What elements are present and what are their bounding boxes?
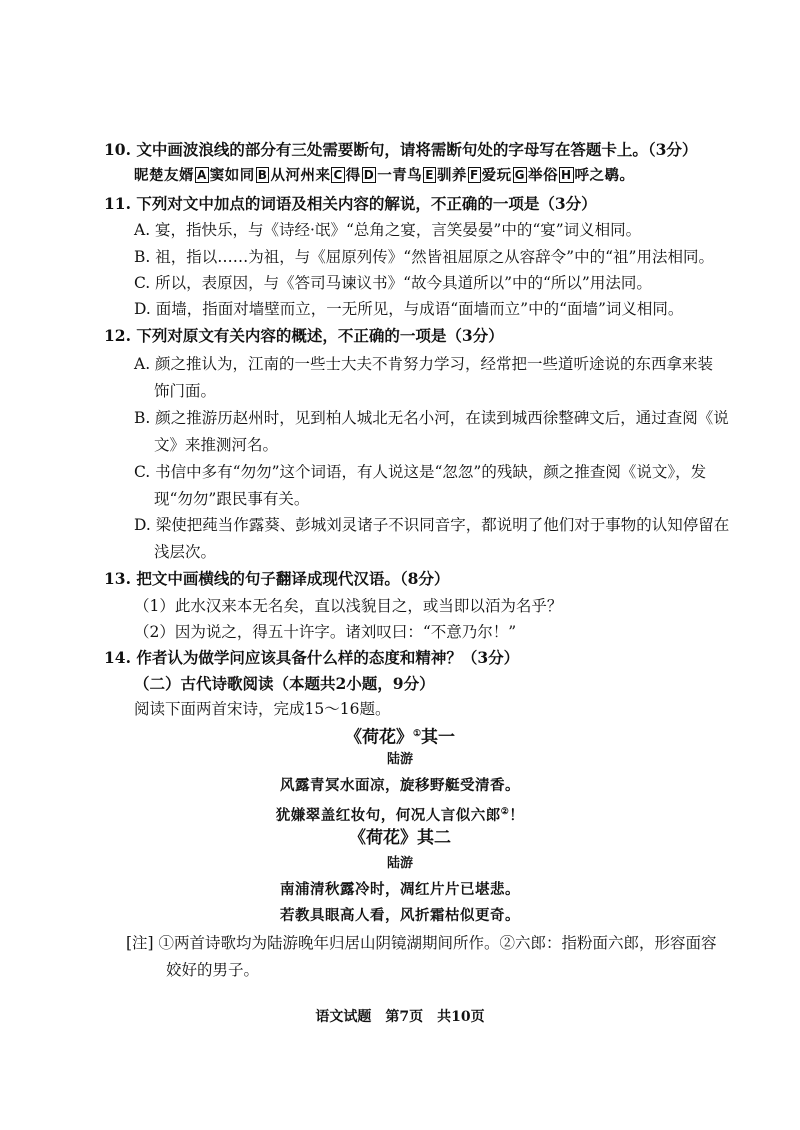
q11-option-b: B. 祖，指以……为祖，与《屈原列传》“然皆祖屈原之从容辞令”中的“祖”用法相同。	[134, 248, 714, 266]
poem2-line-1: 南浦清秋露冷时，凋红片片已堪悲。	[280, 881, 520, 898]
q12-option-c-cont: 现“勿勿”跟民事有关。	[154, 490, 310, 508]
break-letter-box: F	[469, 168, 479, 182]
q10-stem	[104, 140, 697, 160]
q11-stem	[104, 194, 597, 214]
poem1-line-1: 风露青冥水面凉，旋移野艇受清香。	[280, 777, 520, 794]
q13-number: 13.	[104, 569, 131, 588]
break-letter-box: D	[363, 168, 375, 182]
break-letter-box: B	[257, 168, 268, 182]
q14-stem	[104, 648, 519, 668]
q11-option-c: C. 所以，表原因，与《答司马谏议书》“故今具道所以”中的“所以”用法同。	[134, 274, 652, 292]
q10-number: 10.	[104, 140, 131, 159]
passage-segment: 爱玩	[481, 167, 512, 184]
break-letter-box: A	[197, 168, 207, 182]
q11-number: 11.	[104, 194, 131, 213]
passage-segment: 一青鸟	[377, 167, 423, 184]
q11-option-d: D. 面墙，指面对墙壁而立，一无所见，与成语“面墙而立”中的“面墙”词义相同。	[134, 300, 684, 318]
poem2-line-2: 若教具眼高人看，风折霜枯似更奇。	[280, 907, 520, 924]
q12-stem	[104, 326, 504, 346]
note-label: [注]	[126, 934, 154, 952]
q13-sentence-2: （2）因为说之，得五十许字。诸刘叹曰：“不意乃尔！”	[134, 623, 517, 641]
q14-text: 作者认为做学问应该具备什么样的态度和精神？（3分）	[136, 648, 520, 667]
note-line-2: 姣好的男子。	[166, 961, 260, 979]
q12-option-b-cont: 文》来推测河名。	[154, 436, 279, 454]
poem2-title: 《荷花》其二	[349, 828, 451, 848]
section-heading: （二）古代诗歌阅读（本题共2小题，9分）	[134, 674, 435, 693]
footnote-marker: ②	[500, 807, 510, 817]
passage-segment: 得	[345, 167, 361, 184]
break-letter-box: G	[514, 168, 525, 182]
q14-number: 14.	[104, 648, 131, 667]
break-letter-box: E	[425, 168, 434, 182]
passage-segment: 从河州来	[270, 167, 331, 184]
break-letter-box: C	[333, 168, 343, 182]
q11-option-a: A. 宴，指快乐，与《诗经·氓》“总角之宴，言笑晏晏”中的“宴”词义相同。	[134, 221, 642, 239]
q12-option-c: C. 书信中多有“勿勿”这个词语，有人说这是“忽忽”的残缺，颜之推查阅《说文》，发	[134, 463, 707, 481]
poem1-line-2: 犹嫌翠盖红妆句，何况人言似六郎②！	[275, 806, 525, 824]
q10-text: 文中画波浪线的部分有三处需要断句，请将需断句处的字母写在答题卡上。（3分）	[136, 140, 698, 159]
passage-segment: 昵楚友婿	[134, 167, 194, 184]
q12-text: 下列对原文有关内容的概述，不正确的一项是（3分）	[136, 326, 504, 345]
q12-option-d-cont: 浅层次。	[154, 543, 217, 561]
poem2-author: 陆游	[386, 856, 413, 871]
q13-stem	[104, 569, 449, 589]
q12-option-b: B. 颜之推游历赵州时，见到柏人城北无名小河，在读到城西徐整碑文后，通过查阅《说	[134, 409, 729, 427]
q10-wavy-passage	[134, 166, 635, 186]
q11-text: 下列对文中加点的词语及相关内容的解说，不正确的一项是（3分）	[136, 194, 597, 213]
section-intro: 阅读下面两首宋诗，完成15～16题。	[134, 700, 391, 718]
break-letter-box: H	[561, 168, 572, 182]
poem1-author: 陆游	[386, 752, 413, 767]
q12-number: 12.	[104, 326, 131, 345]
q12-option-d: D. 梁使把莼当作露葵、彭城刘灵诸子不识同音字，都说明了他们对于事物的认知停留在	[134, 516, 730, 534]
q12-option-a: A. 颜之推认为，江南的一些士大夫不肯努力学习，经常把一些道听途说的东西拿来装	[134, 355, 714, 373]
passage-segment: 窦如同	[209, 167, 255, 184]
passage-segment: 举俗	[528, 167, 558, 184]
footnote-marker: ①	[412, 729, 422, 739]
note-line-1: [注] ①两首诗歌均为陆游晚年归居山阴镜湖期间所作。②六郎：指粉面六郎，形容面容	[126, 934, 717, 952]
passage-segment: 驯养	[436, 167, 467, 184]
page-footer: 语文试题 第7页 共10页	[315, 1009, 485, 1025]
q13-sentence-1: （1）此水汉来本无名矣，直以浅貌目之，或当即以洦为名乎？	[134, 597, 563, 615]
passage-segment: 呼之鹖。	[574, 167, 635, 184]
q12-option-a-cont: 饰门面。	[154, 382, 217, 400]
poem1-title: 《荷花》①其一	[344, 727, 456, 748]
q13-text: 把文中画横线的句子翻译成现代汉语。（8分）	[136, 569, 450, 588]
